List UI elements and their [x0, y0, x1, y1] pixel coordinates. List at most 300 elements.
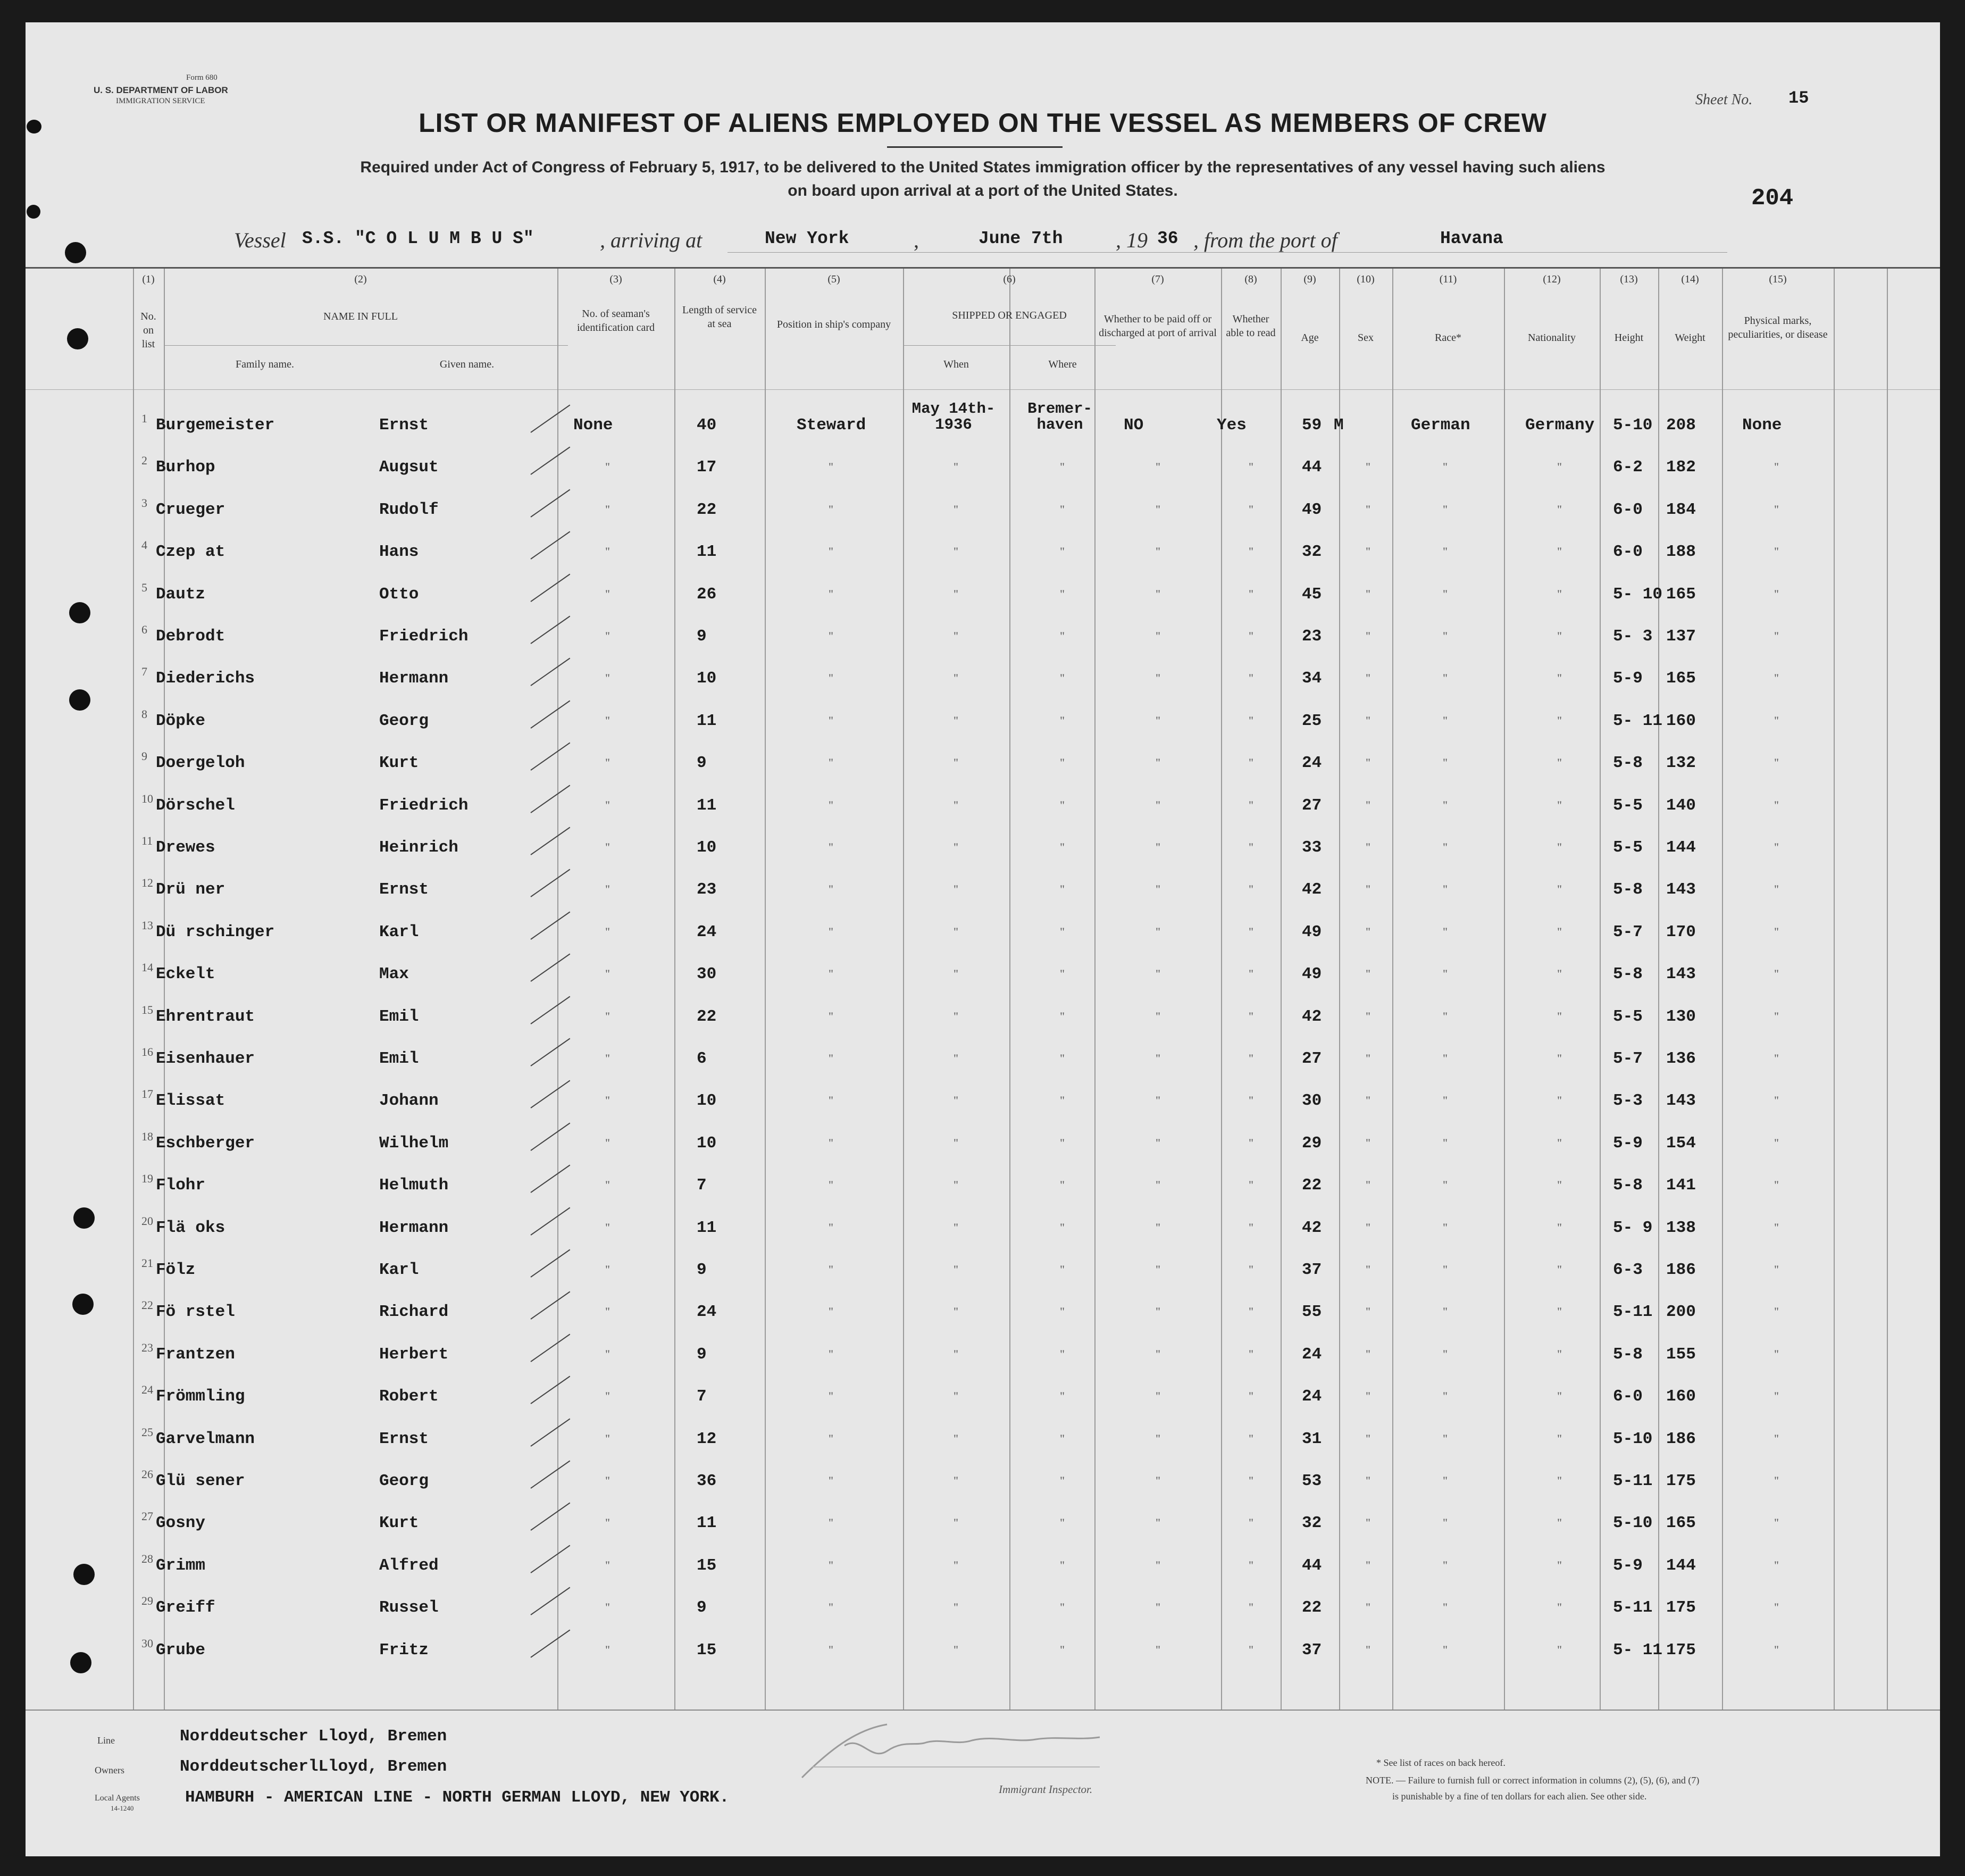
- age: 59: [1302, 416, 1322, 435]
- family-name: Dü rschinger: [156, 922, 275, 941]
- ditto-mark: ": [1443, 460, 1448, 474]
- column-label: Weight: [1675, 332, 1705, 344]
- row-number: 15: [141, 1003, 153, 1016]
- races-note: * See list of races on back hereof.: [1376, 1757, 1506, 1768]
- vessel-line-underline: [728, 252, 1727, 253]
- check-mark: [530, 489, 570, 517]
- ditto-mark: ": [829, 1052, 833, 1065]
- ditto-mark: ": [1156, 1009, 1160, 1023]
- ditto-mark: ": [954, 1642, 958, 1656]
- ditto-mark: ": [1443, 1305, 1448, 1319]
- check-mark: [530, 1249, 570, 1278]
- height: 5-8: [1613, 965, 1643, 984]
- ditto-mark: ": [1774, 1009, 1779, 1023]
- height: 5-5: [1613, 838, 1643, 857]
- age: 42: [1302, 1218, 1322, 1237]
- service-length: 6: [697, 1049, 707, 1068]
- weight: 188: [1666, 543, 1696, 562]
- ditto-mark: ": [1156, 1052, 1160, 1065]
- ditto-mark: ": [1249, 1178, 1253, 1192]
- service-length: 30: [697, 965, 717, 984]
- ditto-mark: ": [1557, 1094, 1562, 1107]
- row-number: 18: [141, 1129, 153, 1143]
- ditto-mark: ": [1249, 924, 1253, 938]
- ditto-mark: ": [1443, 1009, 1448, 1023]
- column-number: (3): [609, 273, 622, 285]
- nationality-value: Germany: [1525, 416, 1595, 435]
- ditto-mark: ": [1060, 545, 1065, 558]
- weight: 184: [1666, 500, 1696, 519]
- ditto-mark: ": [1366, 1347, 1370, 1361]
- ditto-mark: ": [829, 1389, 833, 1403]
- height: 5-8: [1613, 754, 1643, 773]
- table-top-border: [26, 267, 1940, 269]
- family-name: Fölz: [156, 1261, 196, 1279]
- ditto-mark: ": [954, 1474, 958, 1487]
- ditto-mark: ": [1774, 1389, 1779, 1403]
- ditto-mark: ": [1060, 671, 1065, 685]
- ditto-mark: ": [1557, 1052, 1562, 1065]
- ditto-mark: ": [1443, 798, 1448, 812]
- ditto-mark: ": [954, 798, 958, 812]
- given-name: Kurt: [379, 754, 419, 773]
- check-mark: [530, 1165, 570, 1193]
- ditto-mark: ": [829, 1220, 833, 1234]
- comma-separator: ,: [914, 228, 919, 252]
- punch-hole: [69, 689, 90, 711]
- check-mark: [530, 405, 570, 433]
- ditto-mark: ": [1366, 1600, 1370, 1614]
- ditto-mark: ": [954, 629, 958, 643]
- punch-hole: [67, 328, 88, 349]
- family-name: Diederichs: [156, 669, 255, 688]
- ditto-mark: ": [1557, 840, 1562, 854]
- ditto-mark: ": [1156, 1431, 1160, 1445]
- ditto-mark: ": [605, 840, 610, 854]
- row-number: 29: [141, 1594, 153, 1608]
- weight: 175: [1666, 1472, 1696, 1490]
- family-name: Burhop: [156, 458, 215, 477]
- service-length: 9: [697, 754, 707, 773]
- ditto-mark: ": [1443, 1558, 1448, 1572]
- weight: 182: [1666, 458, 1696, 477]
- check-mark: [530, 1461, 570, 1489]
- ditto-mark: ": [1249, 713, 1253, 727]
- ditto-mark: ": [829, 882, 833, 896]
- age: 23: [1302, 627, 1322, 646]
- given-name: Friedrich: [379, 627, 469, 646]
- given-name: Herbert: [379, 1345, 449, 1364]
- column-label: Race*: [1435, 332, 1461, 344]
- ditto-mark: ": [829, 798, 833, 812]
- row-number: 16: [141, 1045, 153, 1058]
- check-mark: [530, 658, 570, 686]
- ditto-mark: ": [954, 882, 958, 896]
- year-prefix: , 19: [1116, 228, 1148, 252]
- age: 32: [1302, 543, 1322, 562]
- ditto-mark: ": [1443, 1052, 1448, 1065]
- ditto-mark: ": [605, 798, 610, 812]
- service-length: 40: [697, 416, 717, 435]
- from-port-label: , from the port of: [1193, 228, 1337, 252]
- punch-hole: [73, 1207, 95, 1229]
- age: 22: [1302, 1176, 1322, 1195]
- ditto-mark: ": [1060, 1305, 1065, 1319]
- ditto-mark: ": [1774, 882, 1779, 896]
- weight: 170: [1666, 922, 1696, 941]
- ditto-mark: ": [1060, 460, 1065, 474]
- ditto-mark: ": [954, 1516, 958, 1530]
- inspector-signature: [781, 1714, 1132, 1788]
- punch-hole: [69, 602, 90, 623]
- punch-hole: [70, 1652, 91, 1673]
- ditto-mark: ": [1366, 840, 1370, 854]
- ditto-mark: ": [1249, 460, 1253, 474]
- age: 30: [1302, 1091, 1322, 1111]
- ditto-mark: ": [1557, 1431, 1562, 1445]
- service-length: 24: [697, 1303, 717, 1322]
- row-number: 28: [141, 1552, 153, 1565]
- ditto-mark: ": [1060, 924, 1065, 938]
- weight: 138: [1666, 1218, 1696, 1237]
- punch-hole: [73, 1564, 95, 1585]
- service-length: 36: [697, 1472, 717, 1490]
- height: 5-10: [1613, 1429, 1653, 1448]
- agents-code: 14-1240: [111, 1804, 134, 1812]
- ditto-mark: ": [1366, 1305, 1370, 1319]
- height: 6-0: [1613, 543, 1643, 562]
- height: 5-8: [1613, 880, 1643, 899]
- row-number: 21: [141, 1256, 153, 1270]
- ditto-mark: ": [1249, 587, 1253, 601]
- column-divider: [1504, 269, 1505, 1710]
- ditto-mark: ": [1557, 587, 1562, 601]
- check-mark: [530, 1207, 570, 1235]
- ditto-mark: ": [1443, 1136, 1448, 1149]
- ditto-mark: ": [605, 1052, 610, 1065]
- page-title: LIST OR MANIFEST OF ALIENS EMPLOYED ON THE VESSEL AS MEMBERS OF CREW: [419, 108, 1547, 138]
- age: 32: [1302, 1514, 1322, 1533]
- check-mark: [530, 700, 570, 728]
- ditto-mark: ": [1156, 756, 1160, 770]
- ditto-mark: ": [829, 967, 833, 981]
- height: 5- 9: [1613, 1218, 1653, 1237]
- row-number: 4: [141, 538, 147, 552]
- read-value: Yes: [1217, 416, 1247, 435]
- weight: 165: [1666, 669, 1696, 688]
- punch-hole: [27, 120, 41, 134]
- row-number: 8: [141, 707, 147, 721]
- weight: 143: [1666, 1091, 1696, 1111]
- family-name: Eschberger: [156, 1133, 255, 1153]
- column-number: (14): [1681, 273, 1699, 285]
- check-mark: [530, 616, 570, 644]
- ditto-mark: ": [1774, 1431, 1779, 1445]
- arrival-port: New York: [765, 229, 849, 248]
- check-mark: [530, 447, 570, 475]
- column-divider: [1221, 269, 1222, 1710]
- ditto-mark: ": [1156, 1178, 1160, 1192]
- service-length: 10: [697, 1091, 717, 1111]
- height: 5-10: [1613, 1514, 1653, 1533]
- weight: 136: [1666, 1049, 1696, 1068]
- row-number: 9: [141, 749, 147, 763]
- ditto-mark: ": [1774, 502, 1779, 516]
- ditto-mark: ": [1774, 545, 1779, 558]
- agents-value: HAMBURH - AMERICAN LINE - NORTH GERMAN LLOYD, NEW YORK.: [185, 1788, 730, 1807]
- age: 24: [1302, 754, 1322, 773]
- check-mark: [530, 869, 570, 897]
- ditto-mark: ": [954, 1094, 958, 1107]
- ditto-mark: ": [1060, 967, 1065, 981]
- sheet-number: 15: [1788, 88, 1809, 108]
- ditto-mark: ": [829, 671, 833, 685]
- weight: 141: [1666, 1176, 1696, 1195]
- check-mark: [530, 531, 570, 560]
- ditto-mark: ": [1557, 1347, 1562, 1361]
- ditto-mark: ": [1366, 713, 1370, 727]
- ditto-mark: ": [1249, 1516, 1253, 1530]
- ditto-mark: ": [1060, 713, 1065, 727]
- ditto-mark: ": [605, 460, 610, 474]
- given-name: Fritz: [379, 1640, 429, 1660]
- sheet-label: Sheet No.: [1695, 91, 1753, 108]
- ditto-mark: ": [1443, 1516, 1448, 1530]
- line-label: Line: [97, 1735, 115, 1746]
- ditto-mark: ": [1060, 1431, 1065, 1445]
- ditto-mark: ": [1774, 1263, 1779, 1276]
- ditto-mark: ": [1557, 924, 1562, 938]
- ditto-mark: ": [1060, 1516, 1065, 1530]
- family-name: Frömmling: [156, 1387, 245, 1406]
- ditto-mark: ": [1774, 713, 1779, 727]
- ditto-mark: ": [1366, 1474, 1370, 1487]
- ditto-mark: ": [605, 1642, 610, 1656]
- ditto-mark: ": [605, 502, 610, 516]
- weight: 200: [1666, 1303, 1696, 1322]
- ditto-mark: ": [1443, 713, 1448, 727]
- column-number: (1): [142, 273, 155, 285]
- ditto-mark: ": [1156, 1305, 1160, 1319]
- ditto-mark: ": [1156, 1474, 1160, 1487]
- ditto-mark: ": [954, 1136, 958, 1149]
- ditto-mark: ": [1443, 671, 1448, 685]
- weight: 140: [1666, 796, 1696, 815]
- ditto-mark: ": [1249, 1474, 1253, 1487]
- ditto-mark: ": [1249, 1009, 1253, 1023]
- check-mark: [530, 1038, 570, 1066]
- check-mark: [530, 1418, 570, 1446]
- row-number: 5: [141, 580, 147, 594]
- ditto-mark: ": [954, 756, 958, 770]
- ditto-mark: ": [1557, 1136, 1562, 1149]
- ditto-mark: ": [954, 1263, 958, 1276]
- ditto-mark: ": [829, 1347, 833, 1361]
- ditto-mark: ": [605, 1600, 610, 1614]
- service-length: 12: [697, 1429, 717, 1448]
- row-number: 24: [141, 1383, 153, 1397]
- ditto-mark: ": [1156, 967, 1160, 981]
- ditto-mark: ": [1557, 798, 1562, 812]
- ditto-mark: ": [1156, 545, 1160, 558]
- ditto-mark: ": [1443, 1347, 1448, 1361]
- ditto-mark: ": [1249, 1389, 1253, 1403]
- weight: 186: [1666, 1429, 1696, 1448]
- age: 49: [1302, 965, 1322, 984]
- service-length: 22: [697, 500, 717, 519]
- ditto-mark: ": [954, 1009, 958, 1023]
- ditto-mark: ": [1366, 1136, 1370, 1149]
- family-name: Fö rstel: [156, 1303, 235, 1322]
- ditto-mark: ": [1774, 1052, 1779, 1065]
- service-length: 22: [697, 1007, 717, 1026]
- punch-hole: [65, 242, 86, 263]
- age: 49: [1302, 922, 1322, 941]
- column-label: SHIPPED OR ENGAGED: [952, 310, 1067, 321]
- ditto-mark: ": [1156, 798, 1160, 812]
- check-mark: [530, 1376, 570, 1404]
- ditto-mark: ": [1557, 1178, 1562, 1192]
- ditto-mark: ": [1060, 756, 1065, 770]
- height: 5-11: [1613, 1303, 1653, 1322]
- row-number: 2: [141, 454, 147, 468]
- ditto-mark: ": [954, 587, 958, 601]
- ditto-mark: ": [605, 1263, 610, 1276]
- height: 5-9: [1613, 1133, 1643, 1153]
- ditto-mark: ": [1060, 1136, 1065, 1149]
- age: 34: [1302, 669, 1322, 688]
- ditto-mark: ": [1156, 629, 1160, 643]
- column-divider: [1392, 269, 1393, 1710]
- row-number: 3: [141, 496, 147, 510]
- age: 55: [1302, 1303, 1322, 1322]
- height: 5-5: [1613, 1007, 1643, 1026]
- given-name: Heinrich: [379, 838, 458, 857]
- weight: 132: [1666, 754, 1696, 773]
- ditto-mark: ": [1774, 840, 1779, 854]
- vessel-label: Vessel: [234, 228, 286, 252]
- check-mark: [530, 785, 570, 813]
- column-label: Position in ship's company: [776, 319, 891, 330]
- ditto-mark: ": [605, 1009, 610, 1023]
- column-divider: [1009, 269, 1010, 1710]
- ditto-mark: ": [829, 460, 833, 474]
- given-name: Karl: [379, 922, 419, 941]
- column-divider: [1094, 269, 1096, 1710]
- ditto-mark: ": [1366, 1178, 1370, 1192]
- ditto-mark: ": [1443, 1389, 1448, 1403]
- ditto-mark: ": [1366, 1220, 1370, 1234]
- ditto-mark: ": [1774, 1600, 1779, 1614]
- ditto-mark: ": [1249, 798, 1253, 812]
- ditto-mark: ": [1366, 629, 1370, 643]
- family-name: Elissat: [156, 1091, 225, 1111]
- age: 24: [1302, 1345, 1322, 1364]
- ditto-mark: ": [829, 713, 833, 727]
- weight: 154: [1666, 1133, 1696, 1153]
- given-name: Augsut: [379, 458, 439, 477]
- service-length: 23: [697, 880, 717, 899]
- ditto-mark: ": [1366, 1094, 1370, 1107]
- family-name: Drü ner: [156, 880, 225, 899]
- given-name: Rudolf: [379, 500, 439, 519]
- family-name: Döpke: [156, 711, 206, 730]
- ditto-mark: ": [1060, 629, 1065, 643]
- column-number: (12): [1543, 273, 1561, 285]
- check-mark: [530, 1122, 570, 1150]
- given-name: Ernst: [379, 416, 429, 435]
- ditto-mark: ": [1060, 882, 1065, 896]
- given-name: Wilhelm: [379, 1133, 449, 1153]
- ditto-mark: ": [1443, 840, 1448, 854]
- height: 5-9: [1613, 1556, 1643, 1575]
- header-bottom-rule: [26, 389, 1940, 390]
- column-label: Sex: [1358, 332, 1374, 344]
- ditto-mark: ": [1060, 502, 1065, 516]
- family-name: Glü sener: [156, 1472, 245, 1490]
- weight: 143: [1666, 965, 1696, 984]
- agents-label: Local Agents: [95, 1794, 140, 1803]
- ditto-mark: ": [1156, 1389, 1160, 1403]
- family-name: Eckelt: [156, 965, 215, 984]
- column-label: Length of service at sea: [682, 304, 757, 330]
- ditto-mark: ": [1060, 1220, 1065, 1234]
- family-name: Drewes: [156, 838, 215, 857]
- given-name: Robert: [379, 1387, 439, 1406]
- ditto-mark: ": [1156, 1516, 1160, 1530]
- row-number: 11: [141, 834, 153, 847]
- check-mark: [530, 1587, 570, 1615]
- ditto-mark: ": [605, 882, 610, 896]
- age: 42: [1302, 880, 1322, 899]
- subtitle-line-1: Required under Act of Congress of February 5, 1917, to be delivered to the United States immigration officer by the representatives of any vessel having such aliens: [360, 159, 1606, 176]
- ditto-mark: ": [1557, 1558, 1562, 1572]
- ditto-mark: ": [829, 1600, 833, 1614]
- ditto-mark: ": [1156, 713, 1160, 727]
- column-divider: [765, 269, 766, 1710]
- ditto-mark: ": [1774, 756, 1779, 770]
- ditto-mark: ": [1156, 882, 1160, 896]
- age: 27: [1302, 796, 1322, 815]
- given-name: Johann: [379, 1091, 439, 1111]
- ditto-mark: ": [829, 1642, 833, 1656]
- ditto-mark: ": [1060, 1347, 1065, 1361]
- row-number: 19: [141, 1172, 153, 1186]
- ditto-mark: ": [1774, 1094, 1779, 1107]
- service-length: 9: [697, 1261, 707, 1279]
- column-divider: [903, 269, 904, 1710]
- ditto-mark: ": [1060, 798, 1065, 812]
- height: 5-5: [1613, 796, 1643, 815]
- manifest-sheet: [26, 22, 1940, 1856]
- ditto-mark: ": [605, 587, 610, 601]
- row-number: 30: [141, 1636, 153, 1650]
- ditto-mark: ": [954, 460, 958, 474]
- ditto-mark: ": [1060, 1558, 1065, 1572]
- penalty-note-line-1: NOTE. — Failure to furnish full or correct information in columns (2), (5), (6), and (7): [1366, 1775, 1700, 1786]
- ditto-mark: ": [1249, 1263, 1253, 1276]
- ditto-mark: ": [1366, 460, 1370, 474]
- ditto-mark: ": [954, 1389, 958, 1403]
- row-number: 25: [141, 1425, 153, 1439]
- row-number: 22: [141, 1298, 153, 1312]
- penalty-note-line-2: is punishable by a fine of ten dollars for each alien. See other side.: [1392, 1791, 1647, 1802]
- ditto-mark: ": [1443, 1642, 1448, 1656]
- column-label: Physical marks, peculiarities, or disease: [1728, 315, 1828, 340]
- ditto-mark: ": [605, 1558, 610, 1572]
- ditto-mark: ": [954, 671, 958, 685]
- ditto-mark: ": [1249, 1431, 1253, 1445]
